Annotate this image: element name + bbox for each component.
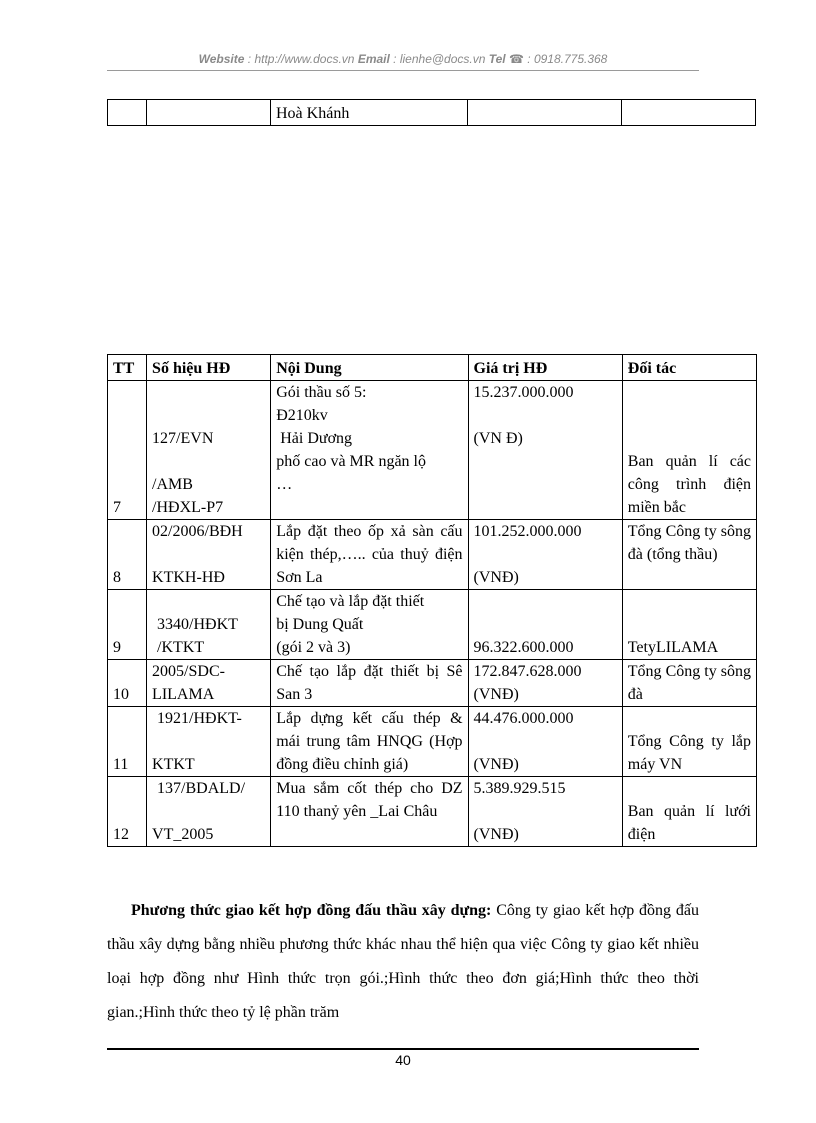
partner: Tổng Công ty lắp máy VN: [622, 707, 756, 777]
tel-value: ☎ : 0918.775.368: [505, 52, 608, 66]
line: phố cao và MR ngăn lộ: [276, 453, 426, 470]
line: LILAMA: [152, 686, 215, 703]
line: [474, 543, 617, 566]
line: 2005/SDC-: [152, 663, 225, 680]
line: KTKH-HĐ: [152, 569, 225, 586]
row-number: 7: [108, 381, 147, 520]
line: 3340/HĐKT: [157, 616, 238, 633]
contract-value: [468, 590, 622, 660]
column-header: TT: [108, 355, 147, 381]
contract-number: [147, 660, 271, 707]
line: (VNĐ): [473, 756, 519, 773]
line: 96.322.600.000: [473, 639, 574, 656]
line: Hải Dương: [276, 430, 353, 447]
line: [152, 730, 265, 753]
table-row: [108, 520, 757, 590]
contract-content: Mua sắm cốt thép cho DZ 110 thanỷ yên _Lai Châu: [271, 777, 468, 847]
table-row: [108, 381, 757, 520]
line: (VNĐ): [473, 826, 519, 843]
table-row: [108, 590, 757, 660]
line: [152, 800, 265, 823]
line: 101.252.000.000: [473, 523, 582, 540]
partner: Tổng Công ty sông đà: [622, 660, 756, 707]
column-header: Nội Dung: [271, 355, 468, 381]
contract-number: [147, 520, 271, 590]
table-row: [108, 100, 756, 126]
line: [152, 543, 265, 566]
line: 1921/HĐKT-: [157, 710, 242, 727]
line: Chế tạo và lắp đặt thiết: [276, 593, 425, 610]
line: /AMB: [152, 476, 193, 493]
contract-value: [468, 520, 622, 590]
line: Đ210kv: [276, 407, 328, 424]
table-cell: Hoà Khánh: [271, 100, 468, 126]
line: VT_2005: [152, 826, 214, 843]
table-cell: [147, 100, 271, 126]
table-cell: [468, 100, 622, 126]
line: (VNĐ): [473, 569, 519, 586]
row-number: 11: [108, 707, 147, 777]
email-label: Email: [357, 52, 390, 66]
line: 5.389.929.515: [473, 780, 566, 797]
line: [152, 450, 265, 473]
line: /KTKT: [157, 639, 205, 656]
website-url: : http://www.docs.vn: [244, 52, 358, 66]
line: [474, 800, 617, 823]
line: 172.847.628.000: [473, 663, 582, 680]
partner: Ban quản lí lưới điện: [622, 777, 756, 847]
website-label: Website: [198, 52, 245, 66]
partner: Ban quản lí các công trình điện miền bắc: [622, 381, 756, 520]
partner: TetyLILAMA: [622, 590, 756, 660]
line: 127/EVN: [152, 430, 214, 447]
table-cell: [622, 100, 756, 126]
line: 137/BDALD/: [157, 780, 246, 797]
contract-value: [468, 381, 622, 520]
contract-content: [271, 381, 468, 520]
page-number: 40: [395, 1052, 411, 1068]
contract-value: [468, 707, 622, 777]
contract-number: [147, 707, 271, 777]
contract-number: [147, 777, 271, 847]
body-paragraph: [107, 894, 699, 1030]
continued-table: [107, 99, 756, 126]
line: [474, 404, 617, 427]
line: (gói 2 và 3): [276, 639, 351, 656]
column-header: Đối tác: [622, 355, 756, 381]
partner: Tổng Công ty sông đà (tổng thầu): [622, 520, 756, 590]
line: 44.476.000.000: [473, 710, 574, 727]
footer-divider: [107, 1048, 699, 1050]
contract-value: [468, 777, 622, 847]
tel-label: Tel: [488, 52, 506, 66]
column-header: Giá trị HĐ: [468, 355, 622, 381]
contracts-table: [107, 354, 757, 847]
line: 15.237.000.000: [473, 384, 574, 401]
column-header: Số hiệu HĐ: [147, 355, 271, 381]
contract-content: [271, 590, 468, 660]
line: (VN Đ): [473, 430, 523, 447]
table-cell: [108, 100, 147, 126]
contract-number: [147, 590, 271, 660]
line: bị Dung Quất: [276, 616, 364, 633]
paragraph-text: Công ty giao kết hợp đồng đấu thầu xây dựng bằng nhiều phương thức khác nhau thể hiện qua việc Công ty giao kết nhiều loại hợp đồng như Hình thức trọn gói.;Hình thức theo đơn giá;Hình thức theo thời gian.;Hình thức theo tỷ lệ phần trăm: [107, 902, 699, 1021]
paragraph-heading: Phương thức giao kết hợp đồng đấu thầu xây dựng:: [131, 902, 492, 919]
table-row: [108, 707, 757, 777]
table-row: [108, 660, 757, 707]
line: Gói thầu số 5:: [276, 384, 367, 401]
contract-content: Lắp dựng kết cấu thép & mái trung tâm HNQG (Hợp đồng điều chỉnh giá): [271, 707, 468, 777]
row-number: 9: [108, 590, 147, 660]
page-header: [107, 52, 699, 66]
table-header-row: [108, 355, 757, 381]
header-divider: [107, 70, 699, 71]
line: (VNĐ): [473, 686, 519, 703]
row-number: 8: [108, 520, 147, 590]
table-row: [108, 777, 757, 847]
line: /HĐXL-P7: [152, 499, 224, 516]
line: KTKT: [152, 756, 195, 773]
line: [474, 730, 617, 753]
contract-content: Lắp đặt theo ốp xả sàn cấu kiện thép,….. của thuỷ điện Sơn La: [271, 520, 468, 590]
contract-number: [147, 381, 271, 520]
email-value: : lienhe@docs.vn: [389, 52, 489, 66]
contract-content: Chế tạo lắp đặt thiết bị Sê San 3: [271, 660, 468, 707]
contract-value: [468, 660, 622, 707]
row-number: 10: [108, 660, 147, 707]
line: 02/2006/BĐH: [152, 523, 243, 540]
row-number: 12: [108, 777, 147, 847]
line: …: [276, 476, 293, 493]
spacer: [152, 381, 265, 427]
